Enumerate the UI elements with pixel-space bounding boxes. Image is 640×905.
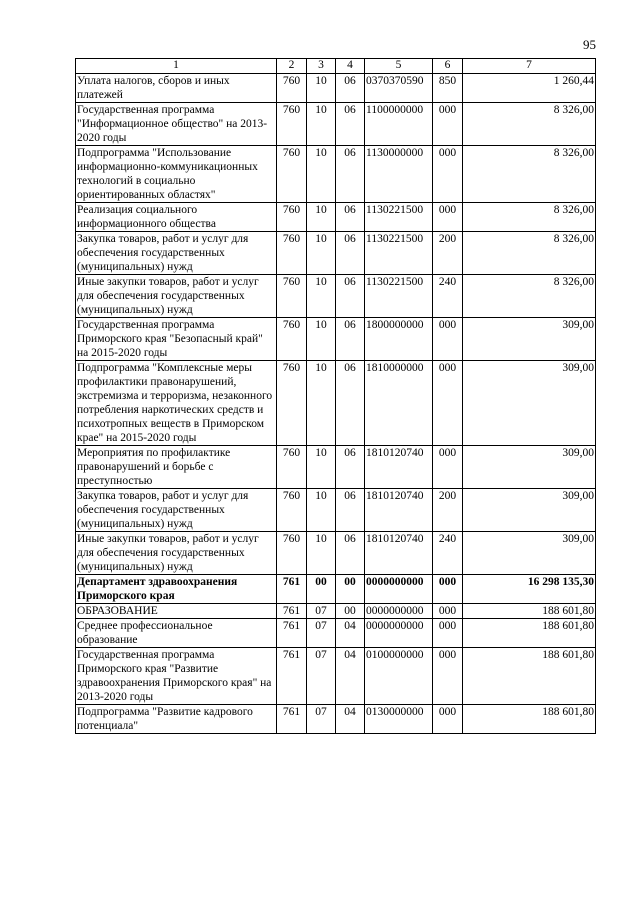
row-section-code-cell: 10: [307, 318, 336, 361]
row-target-article-cell: 0000000000: [365, 575, 433, 604]
row-section-code-cell: 10: [307, 146, 336, 203]
row-name-cell: Мероприятия по профилактике правонарушений и борьбе с преступностью: [76, 446, 277, 489]
row-name-cell: Закупка товаров, работ и услуг для обеспечения государственных (муниципальных) нужд: [76, 232, 277, 275]
row-ministry-code-cell: 760: [277, 361, 307, 446]
row-section-code-cell: 07: [307, 619, 336, 648]
page-number: 95: [583, 37, 596, 52]
row-amount-cell: 8 326,00: [463, 232, 596, 275]
row-ministry-code-cell: 760: [277, 232, 307, 275]
row-section-code-cell: 10: [307, 532, 336, 575]
row-ministry-code-cell: 761: [277, 619, 307, 648]
row-amount-cell: 8 326,00: [463, 146, 596, 203]
column-header: 6: [433, 59, 463, 74]
row-name-cell: Реализация социального информационного общества: [76, 203, 277, 232]
row-expense-type-cell: 000: [433, 604, 463, 619]
column-header: 1: [76, 59, 277, 74]
row-expense-type-cell: 000: [433, 361, 463, 446]
row-section-code-cell: 10: [307, 275, 336, 318]
row-name-cell: Департамент здравоохранения Приморского края: [76, 575, 277, 604]
table-row: [76, 532, 596, 575]
row-expense-type-cell: 000: [433, 103, 463, 146]
row-subsection-code-cell: 06: [336, 232, 365, 275]
row-subsection-code-cell: 06: [336, 532, 365, 575]
row-amount-cell: 188 601,80: [463, 619, 596, 648]
row-ministry-code-cell: 760: [277, 532, 307, 575]
table-row: [76, 275, 596, 318]
row-subsection-code-cell: 00: [336, 604, 365, 619]
row-target-article-cell: 1800000000: [365, 318, 433, 361]
row-name-cell: Иные закупки товаров, работ и услуг для обеспечения государственных (муниципальных) нужд: [76, 275, 277, 318]
table-row: [76, 203, 596, 232]
row-amount-cell: 188 601,80: [463, 648, 596, 705]
row-ministry-code-cell: 760: [277, 74, 307, 103]
row-section-code-cell: 07: [307, 648, 336, 705]
row-subsection-code-cell: 04: [336, 648, 365, 705]
row-subsection-code-cell: 06: [336, 74, 365, 103]
row-ministry-code-cell: 760: [277, 318, 307, 361]
row-subsection-code-cell: 06: [336, 146, 365, 203]
row-section-code-cell: 07: [307, 604, 336, 619]
row-expense-type-cell: 000: [433, 146, 463, 203]
table-row: [76, 103, 596, 146]
row-amount-cell: 309,00: [463, 446, 596, 489]
column-header: 7: [463, 59, 596, 74]
row-target-article-cell: 1100000000: [365, 103, 433, 146]
row-expense-type-cell: 200: [433, 489, 463, 532]
row-name-cell: Закупка товаров, работ и услуг для обеспечения государственных (муниципальных) нужд: [76, 489, 277, 532]
row-target-article-cell: 0130000000: [365, 705, 433, 734]
row-ministry-code-cell: 761: [277, 705, 307, 734]
row-section-code-cell: 10: [307, 74, 336, 103]
row-name-cell: Подпрограмма "Развитие кадрового потенциала": [76, 705, 277, 734]
row-ministry-code-cell: 760: [277, 146, 307, 203]
row-subsection-code-cell: 06: [336, 275, 365, 318]
row-target-article-cell: 0370370590: [365, 74, 433, 103]
row-section-code-cell: 10: [307, 489, 336, 532]
row-name-cell: Уплата налогов, сборов и иных платежей: [76, 74, 277, 103]
row-subsection-code-cell: 06: [336, 361, 365, 446]
row-amount-cell: 309,00: [463, 361, 596, 446]
table-body: [76, 74, 596, 734]
row-ministry-code-cell: 760: [277, 489, 307, 532]
row-subsection-code-cell: 04: [336, 705, 365, 734]
table-row: [76, 619, 596, 648]
table-row: [76, 604, 596, 619]
row-target-article-cell: 1810120740: [365, 489, 433, 532]
row-name-cell: Иные закупки товаров, работ и услуг для обеспечения государственных (муниципальных) нужд: [76, 532, 277, 575]
row-subsection-code-cell: 06: [336, 318, 365, 361]
row-subsection-code-cell: 00: [336, 575, 365, 604]
row-target-article-cell: 0000000000: [365, 619, 433, 648]
row-amount-cell: 309,00: [463, 318, 596, 361]
row-section-code-cell: 07: [307, 705, 336, 734]
row-amount-cell: 309,00: [463, 489, 596, 532]
row-target-article-cell: 1130221500: [365, 232, 433, 275]
row-subsection-code-cell: 04: [336, 619, 365, 648]
table-row: [76, 489, 596, 532]
table-row: [76, 575, 596, 604]
row-amount-cell: 8 326,00: [463, 103, 596, 146]
row-section-code-cell: 00: [307, 575, 336, 604]
row-target-article-cell: 1810120740: [365, 446, 433, 489]
row-section-code-cell: 10: [307, 446, 336, 489]
row-amount-cell: 8 326,00: [463, 275, 596, 318]
row-expense-type-cell: 000: [433, 705, 463, 734]
row-expense-type-cell: 200: [433, 232, 463, 275]
row-expense-type-cell: 000: [433, 203, 463, 232]
row-section-code-cell: 10: [307, 232, 336, 275]
row-target-article-cell: 1130000000: [365, 146, 433, 203]
row-target-article-cell: 1130221500: [365, 203, 433, 232]
row-ministry-code-cell: 760: [277, 203, 307, 232]
row-section-code-cell: 10: [307, 361, 336, 446]
row-amount-cell: 16 298 135,30: [463, 575, 596, 604]
row-ministry-code-cell: 761: [277, 604, 307, 619]
row-name-cell: Государственная программа Приморского края "Развитие здравоохранения Приморского края" на 2013-2020 годы: [76, 648, 277, 705]
row-name-cell: Государственная программа "Информационное общество" на 2013-2020 годы: [76, 103, 277, 146]
row-expense-type-cell: 000: [433, 648, 463, 705]
row-ministry-code-cell: 760: [277, 103, 307, 146]
row-expense-type-cell: 240: [433, 275, 463, 318]
row-name-cell: Среднее профессиональное образование: [76, 619, 277, 648]
row-amount-cell: 188 601,80: [463, 705, 596, 734]
row-target-article-cell: 0100000000: [365, 648, 433, 705]
row-expense-type-cell: 000: [433, 446, 463, 489]
column-header: 5: [365, 59, 433, 74]
row-subsection-code-cell: 06: [336, 103, 365, 146]
row-ministry-code-cell: 761: [277, 648, 307, 705]
row-name-cell: Государственная программа Приморского края "Безопасный край" на 2015-2020 годы: [76, 318, 277, 361]
row-expense-type-cell: 000: [433, 318, 463, 361]
row-amount-cell: 309,00: [463, 532, 596, 575]
column-header: 3: [307, 59, 336, 74]
column-header: 2: [277, 59, 307, 74]
row-amount-cell: 1 260,44: [463, 74, 596, 103]
row-target-article-cell: 1810000000: [365, 361, 433, 446]
row-subsection-code-cell: 06: [336, 203, 365, 232]
row-ministry-code-cell: 761: [277, 575, 307, 604]
budget-table: [75, 58, 596, 734]
row-target-article-cell: 0000000000: [365, 604, 433, 619]
row-name-cell: Подпрограмма "Комплексные меры профилактики правонарушений, экстремизма и терроризма, незаконного потребления наркотических средств и психотропных веществ в Приморском крае" на 2015-2020 годы: [76, 361, 277, 446]
table-row: [76, 648, 596, 705]
row-subsection-code-cell: 06: [336, 446, 365, 489]
column-header: 4: [336, 59, 365, 74]
row-expense-type-cell: 000: [433, 575, 463, 604]
table-row: [76, 318, 596, 361]
table-row: [76, 146, 596, 203]
row-target-article-cell: 1130221500: [365, 275, 433, 318]
row-target-article-cell: 1810120740: [365, 532, 433, 575]
row-name-cell: ОБРАЗОВАНИЕ: [76, 604, 277, 619]
row-ministry-code-cell: 760: [277, 275, 307, 318]
row-ministry-code-cell: 760: [277, 446, 307, 489]
table-row: [76, 705, 596, 734]
row-name-cell: Подпрограмма "Использование информационно-коммуникационных технологий в социально ориентированных областях": [76, 146, 277, 203]
row-expense-type-cell: 850: [433, 74, 463, 103]
row-expense-type-cell: 240: [433, 532, 463, 575]
row-amount-cell: 188 601,80: [463, 604, 596, 619]
table-row: [76, 74, 596, 103]
row-section-code-cell: 10: [307, 203, 336, 232]
row-amount-cell: 8 326,00: [463, 203, 596, 232]
row-subsection-code-cell: 06: [336, 489, 365, 532]
table-row: [76, 446, 596, 489]
row-expense-type-cell: 000: [433, 619, 463, 648]
row-section-code-cell: 10: [307, 103, 336, 146]
table-row: [76, 361, 596, 446]
table-row: [76, 232, 596, 275]
table-header-row: [76, 59, 596, 74]
